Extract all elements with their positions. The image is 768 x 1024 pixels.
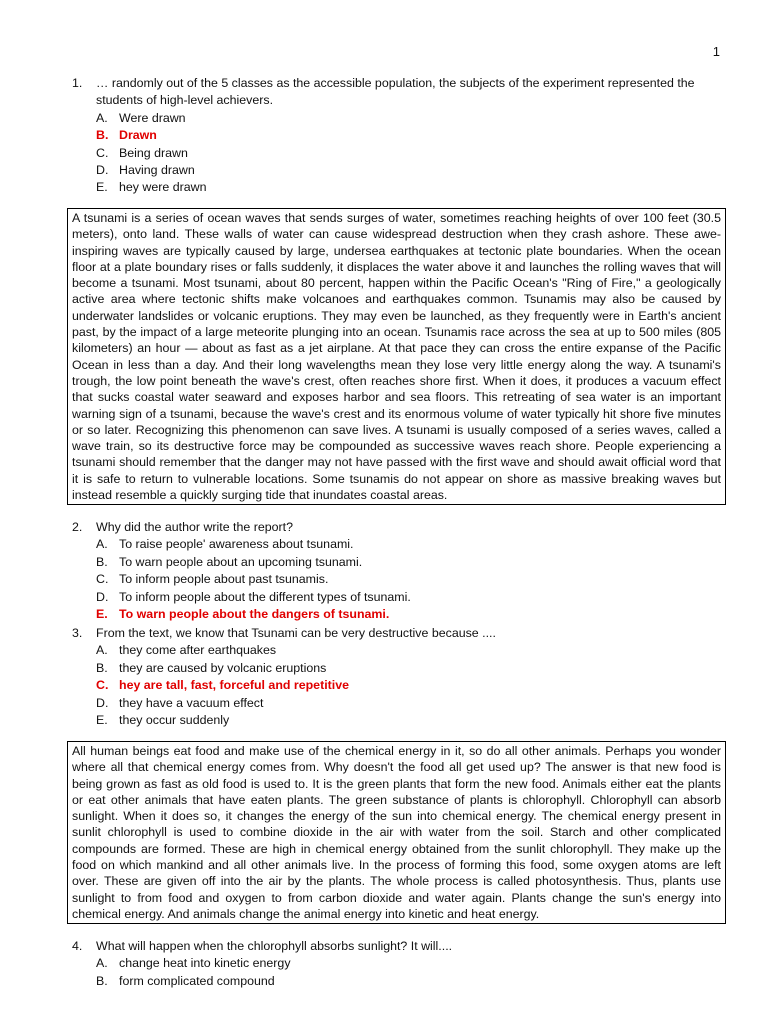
option-c-correct: C. hey are tall, fast, forceful and repetitive xyxy=(96,678,349,693)
options-list xyxy=(96,642,722,729)
question-1 xyxy=(72,75,722,197)
option-e: E. hey were drawn xyxy=(96,180,207,195)
question-4 xyxy=(72,938,722,990)
question-text: From the text, we know that Tsunami can be very destructive because .... xyxy=(96,626,496,640)
option-d: D. Having drawn xyxy=(96,162,195,177)
question-3 xyxy=(72,625,722,729)
question-2 xyxy=(72,519,722,623)
question-number: 1. xyxy=(72,76,83,90)
option-e: E. they occur suddenly xyxy=(96,712,230,727)
option-a: A. Were drawn xyxy=(96,110,186,125)
question-text: Why did the author write the report? xyxy=(96,520,293,534)
option-a: A. change heat into kinetic energy xyxy=(96,956,291,971)
question-text: … randomly out of the 5 classes as the accessible population, the subjects of the experiment represented the students of high-level achievers. xyxy=(96,76,695,108)
reading-passage-tsunami: A tsunami is a series of ocean waves that sends surges of water, sometimes reaching heights of over 100 feet (30.5 meters), onto land. These walls of water can cause widespread destruction when they crash ashore. These awe-inspiring waves are typically caused by large, undersea earthquakes at tectonic plate boundaries. When the ocean floor at a plate boundary rises or falls suddenly, it displaces the water above it and launches the rolling waves that will become a tsunami. Most tsunami, about 80 percent, happen within the Pacific Ocean's "Ring of Fire," a geologically active area where tectonic shifts make volcanoes and earthquakes common. Tsunamis may also be caused by underwater landslides or volcanic eruptions. They may even be launched, as they frequently were in Earth's ancient past, by the impact of a large meteorite plunging into an ocean. Tsunamis race across the sea at up to 500 miles (805 kilometers) an hour — about as fast as a jet airplane. At that pace they can cross the entire expanse of the Pacific Ocean in less than a day. And their long wavelengths mean they lose very little energy along the way. A tsunami's trough, the low point beneath the wave's crest, often reaches shore first. When it does, it produces a vacuum effect that sucks coastal water seaward and exposes harbor and sea floors. This retreating of sea water is an important warning sign of a tsunami, because the wave's crest and its enormous volume of water typically hit shore five minutes or so later. Recognizing this phenomenon can save lives. A tsunami is usually composed of a series waves, called a wave train, so its destructive force may be compounded as successive waves reach shore. People experiencing a tsunami should remember that the danger may not have passed with the first wave and should await official word that it is safe to return to vulnerable locations. Some tsunamis do not appear on shore as massive breaking waves but instead resemble a quickly surging tide that inundates coastal areas. xyxy=(67,208,726,505)
option-b: B. they are caused by volcanic eruptions xyxy=(96,660,327,675)
option-b: B. To warn people about an upcoming tsunami. xyxy=(96,554,363,569)
question-number: 4. xyxy=(72,939,83,953)
option-c: C. To inform people about past tsunamis. xyxy=(96,572,329,587)
question-number: 3. xyxy=(72,626,83,640)
page-number: 1 xyxy=(712,44,720,59)
option-b-correct: B. Drawn xyxy=(96,128,157,143)
option-a: A. they come after earthquakes xyxy=(96,643,277,658)
option-c: C. Being drawn xyxy=(96,145,188,160)
reading-passage-photosynthesis: All human beings eat food and make use of the chemical energy in it, so do all other animals. Perhaps you wonder where all that chemical energy comes from. Why doesn't the food all get used up? The answer is that new food is being grown as fast as old food is used to. It is the green plants that form the new food. Animals either eat the plants or eat other animals that have eaten plants. The green substance of plants is chlorophyll. Chlorophyll can absorb sunlight. When it does so, it changes the energy of the sun into chemical energy. The chemical energy present in sunlit chlorophyll is used to combine dioxide in the air with water from the soil. Starch and other complicated compounds are formed. These are high in chemical energy obtained from the sunlit chlorophyll. They make up the food on which mankind and all other animals live. In the process of forming this food, some oxygen atoms are left over. These are given off into the air by the plants. The whole process is called photosynthesis. Thus, plants use sunlight to from food and oxygen to from carbon dioxide and water again. Plants change the sun's energy into chemical energy. And animals change the animal energy into kinetic and heat energy. xyxy=(67,741,726,924)
options-list xyxy=(96,110,722,197)
options-list xyxy=(96,955,722,990)
question-text: What will happen when the chlorophyll absorbs sunlight? It will.... xyxy=(96,939,453,953)
option-d: D. To inform people about the different types of tsunami. xyxy=(96,589,411,604)
option-d: D. they have a vacuum effect xyxy=(96,695,264,710)
question-number: 2. xyxy=(72,520,83,534)
options-list xyxy=(96,536,722,623)
option-a: A. To raise people' awareness about tsunami. xyxy=(96,537,354,552)
option-e-correct: E. To warn people about the dangers of tsunami. xyxy=(96,606,390,621)
option-b: B. form complicated compound xyxy=(96,973,275,988)
